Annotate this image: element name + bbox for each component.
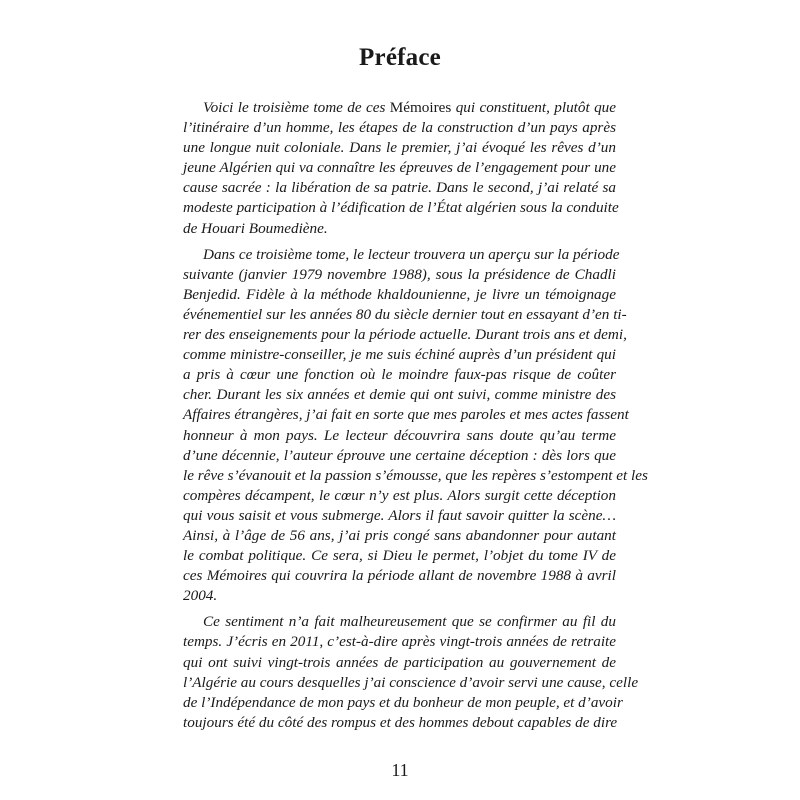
paragraph-line: rer des enseignements pour la période actuelle. Durant trois ans et demi, <box>183 326 627 344</box>
paragraph-3 <box>183 612 639 733</box>
paragraph-line: qui ont suivi vingt-trois années de participation au gouvernement de <box>183 653 616 671</box>
paragraph-line: cause sacrée : la libération de sa patrie. Dans le second, j’ai relaté sa <box>183 179 616 197</box>
paragraph-line: honneur à mon pays. Le lecteur découvrira sans doute qu’au terme <box>183 426 616 444</box>
paragraph-line: toujours été du côté des rompus et des hommes debout capables de dire <box>183 713 618 731</box>
paragraph-line: de Houari Boumediène. <box>183 219 328 237</box>
paragraph-line: d’une décennie, l’auteur éprouve une certaine déception : dès lors que <box>183 446 616 464</box>
paragraph-line: compères décampent, le cœur n’y est plus. Alors surgit cette déception <box>183 486 616 504</box>
paragraph-line: suivante (janvier 1979 novembre 1988), sous la présidence de Chadli <box>183 265 616 283</box>
paragraph-line: le rêve s’évanouit et la passion s’émousse, que les repères s’estompent et les <box>183 466 648 484</box>
paragraph-line: 2004. <box>183 587 218 605</box>
paragraph-2 <box>183 245 648 607</box>
paragraph-line: Ainsi, à l’âge de 56 ans, j’ai pris congé sans abandonner pour autant <box>183 526 616 544</box>
paragraph-line: modeste participation à l’édification de l’État algérien sous la conduite <box>183 199 619 217</box>
paragraph-line: comme ministre-conseiller, je me suis échiné auprès d’un président qui <box>183 346 616 364</box>
paragraph-line: qui vous saisit et vous submerge. Alors il faut savoir quitter la scène… <box>183 506 616 524</box>
paragraph-line: Dans ce troisième tome, le lecteur trouvera un aperçu sur la période <box>203 245 620 263</box>
paragraph-line: de l’Indépendance de mon pays et du bonheur de mon peuple, et d’avoir <box>183 693 623 711</box>
paragraph-line: ces Mémoires qui couvrira la période allant de novembre 1988 à avril <box>183 567 616 585</box>
preface-body <box>183 98 648 733</box>
paragraph-line: événementiel sur les années 80 du siècle dernier tout en essayant d’en ti- <box>183 305 627 323</box>
paragraph-line: Affaires étrangères, j’ai fait en sorte que mes paroles et mes actes fassent <box>183 406 629 424</box>
paragraph-line: Ce sentiment n’a fait malheureusement que se confirmer au fil du <box>203 613 616 631</box>
paragraph-line: une longue nuit coloniale. Dans le premier, j’ai évoqué les rêves d’un <box>183 139 616 157</box>
paragraph-line: le combat politique. Ce sera, si Dieu le permet, l’objet du tome IV de <box>183 547 616 565</box>
page-title: Préface <box>359 44 441 71</box>
paragraph-line: jeune Algérien qui va connaître les épreuves de l’engagement pour une <box>183 159 616 177</box>
paragraph-line: cher. Durant les six années et demie qui ont suivi, comme ministre des <box>183 386 616 404</box>
paragraph-line: a pris à cœur une fonction où le moindre faux-pas risque de coûter <box>183 366 616 384</box>
paragraph-line: l’Algérie au cours desquelles j’ai conscience d’avoir servi une cause, celle <box>183 673 639 691</box>
paragraph-line: Benjedid. Fidèle à la méthode khaldounienne, je livre un témoignage <box>183 285 616 303</box>
paragraph-line: Voici le troisième tome de ces Mémoires qui constituent, plutôt que <box>203 99 617 116</box>
paragraph-line: temps. J’écris en 2011, c’est-à-dire après vingt-trois années de retraite <box>183 633 616 651</box>
paragraph-1 <box>183 98 619 239</box>
paragraph-line: l’itinéraire d’un homme, les étapes de la construction d’un pays après <box>183 119 616 137</box>
page-number: 11 <box>391 760 409 780</box>
